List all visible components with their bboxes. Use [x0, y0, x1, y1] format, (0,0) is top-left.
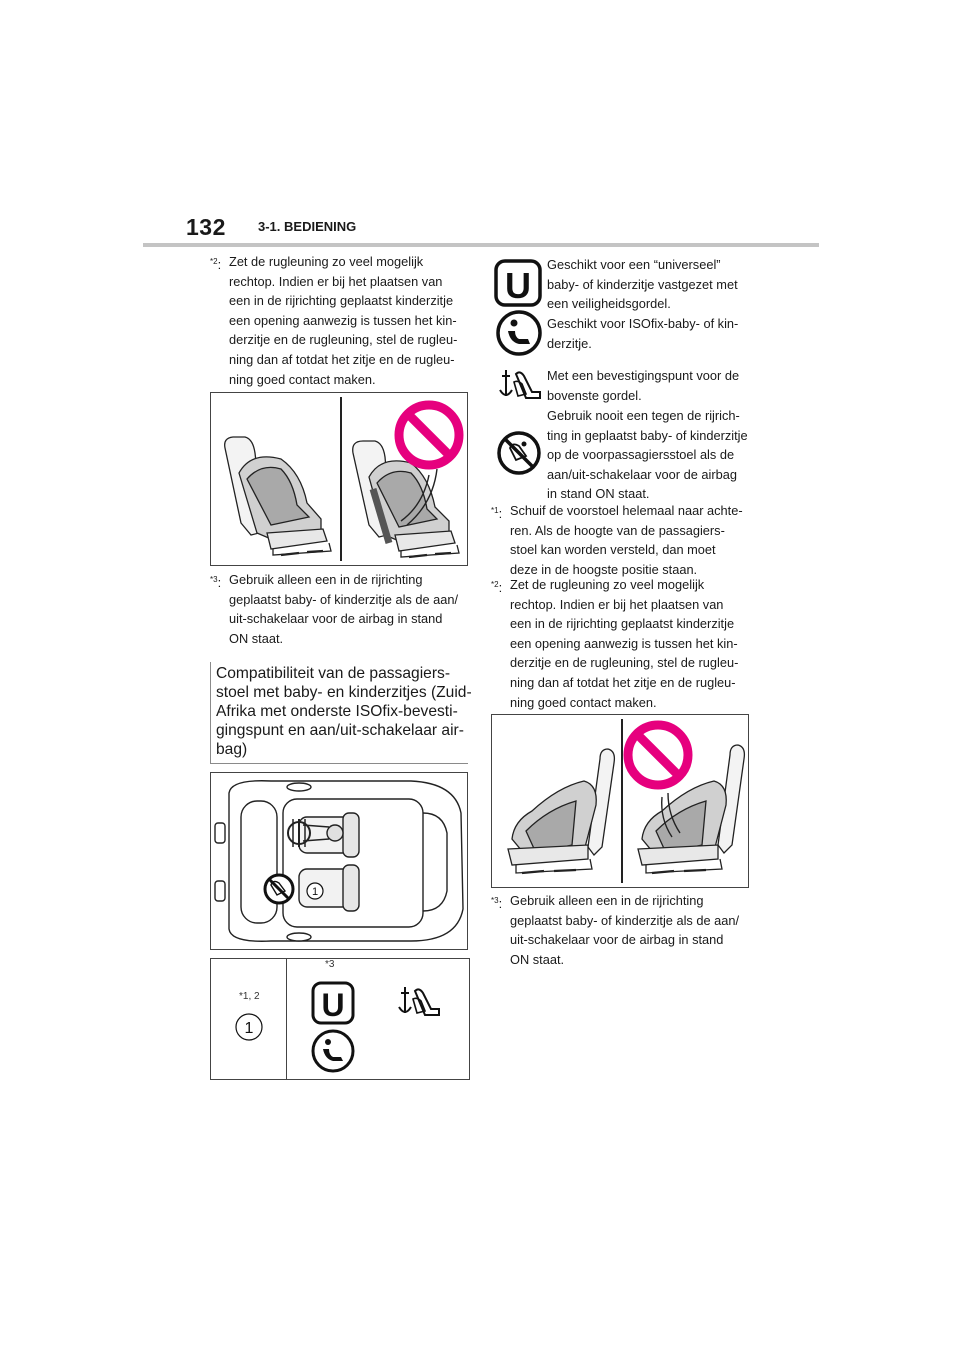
symbol-isofix-text: Geschikt voor ISOfix-baby- of kin- derzitje.: [547, 316, 739, 351]
universal-u-icon: [311, 981, 355, 1025]
prohibited-rear-facing-small-icon: [265, 875, 293, 903]
svg-text:1: 1: [244, 1020, 254, 1037]
header-rule: [143, 243, 819, 247]
section-heading: Compatibiliteit van de passagiers- stoel met baby- en kinderzitjes (Zuid- Afrika met onderste ISOfix-bevesti- gingspunt en aan/uit-schakelaar air- bag): [216, 665, 472, 758]
svg-text:U: U: [505, 265, 531, 306]
seat-figure-right: [491, 714, 749, 888]
symbol-tether-text: Met een bevestigingspunt voor de bovenste gordel.: [547, 368, 740, 403]
svg-text:U: U: [321, 987, 345, 1023]
child-seat-illustration: [492, 715, 748, 887]
footnote-marker: $^{*2}$:: [210, 257, 222, 272]
footnote-marker: $^{*1}$:: [491, 506, 503, 521]
isofix-seat-icon: [311, 1029, 355, 1073]
isofix-seat-icon: [496, 310, 542, 356]
footnote-text: Zet de rugleuning zo veel mogelijk rechtop. Indien er bij het plaatsen van een in de rijrichting geplaatst kinderzitje een opening aanwezig is tussen het kin- derzitje en de rugleuning, stel de rugleu- ning dan af totdat het zitje en de rugleu- ning goed contact maken.: [510, 577, 739, 710]
footnote-marker: $^{*3}$:: [491, 896, 503, 911]
prohibited-icon: [628, 725, 688, 785]
footnote-3-left: [210, 570, 470, 648]
symbol-prohibited-text: Gebruik nooit een tegen de rijrich- ting in geplaatst baby- of kinderzitje op de voorpassagiersstoel als de aan/uit-schakelaar voor de airbag in stand ON staat.: [547, 408, 748, 502]
symbol-universal-text: Geschikt voor een “universeel” baby- of kinderzitje vastgezet met een veiligheidsgordel.: [547, 257, 738, 312]
table-col2-label: *3: [325, 959, 335, 970]
footnote-1-right: [491, 501, 753, 579]
seat-figure-left: [210, 392, 468, 566]
heading-marker-line: [210, 662, 211, 764]
footnote-2-right: [491, 575, 753, 712]
footnote-3-right: [491, 891, 753, 969]
footnote-text: Schuif de voorstoel helemaal naar achte- ren. Als de hoogte van de passagiers- stoel kan worden versteld, dan moet deze in de hoogste positie staan.: [510, 503, 743, 577]
footnote-marker: $^{*2}$:: [491, 580, 503, 595]
prohibited-icon: [399, 405, 459, 465]
child-seat-illustration: [211, 393, 467, 565]
footnote-text: Gebruik alleen een in de rijrichting geplaatst baby- of kinderzitje als de aan/ uit-schakelaar voor de airbag in stand ON staat.: [510, 893, 740, 967]
footnote-marker: $^{*3}$:: [210, 575, 222, 590]
footnote-text: Zet de rugleuning zo veel mogelijk rechtop. Indien er bij het plaatsen van een in de rijrichting geplaatst kinderzitje een opening aanwezig is tussen het kin- derzitje en de rugleuning, stel de rugleu- ning dan af totdat het zitje en de rugleu- ning goed contact maken.: [229, 254, 458, 387]
footnote-2-left: [210, 252, 470, 389]
table-col1-label: *1, 2: [239, 991, 260, 1002]
section-title: 3-1. BEDIENING: [258, 219, 357, 234]
universal-u-icon: [494, 259, 542, 307]
top-tether-anchor-icon: [496, 366, 544, 406]
prohibited-rear-facing-icon: [496, 430, 542, 476]
table-seat-number-icon: [233, 1011, 265, 1043]
page-number: 132: [186, 214, 226, 240]
footnote-text: Gebruik alleen een in de rijrichting geplaatst baby- of kinderzitje als de aan/ uit-schakelaar voor de airbag in stand ON staat.: [229, 572, 459, 646]
compatibility-table: [210, 958, 470, 1080]
table-column-divider: [286, 959, 287, 1079]
heading-underline: [210, 763, 468, 764]
seat-number-label: 1: [311, 886, 319, 898]
top-tether-anchor-icon: [395, 983, 443, 1023]
car-diagram: [210, 772, 468, 950]
